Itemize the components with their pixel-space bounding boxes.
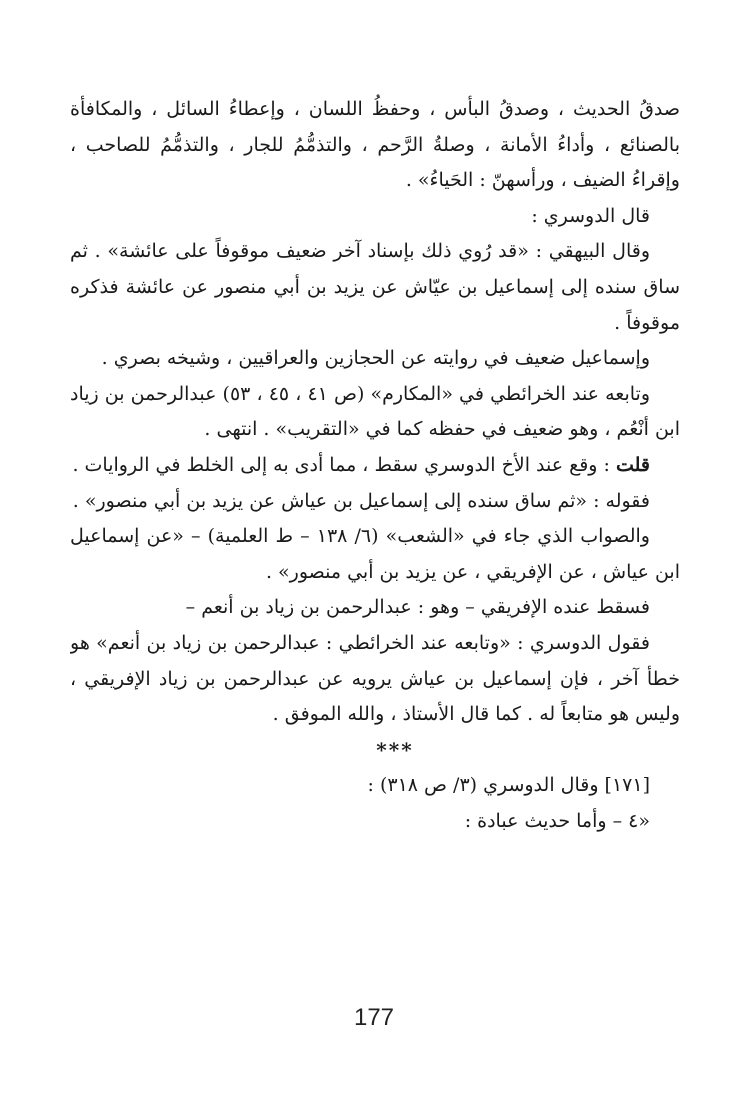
text-line: بالصنائع ، وأداءُ الأمانة ، وصلةُ الرَّحم ، والتذمُّمُ للجار ، والتذمُّمُ للصاحب ، [70, 133, 680, 156]
bold-lead-word: قلت [615, 453, 650, 476]
text-line: وإسماعيل ضعيف في روايته عن الحجازين والعراقيين ، وشيخه بصري . [101, 347, 650, 370]
text-line: وليس هو متابعاً له . كما قال الأستاذ ، والله الموفق . [272, 703, 680, 726]
section-separator: *** [376, 737, 414, 762]
text-line: خطأ آخر ، فإن إسماعيل بن عياش يرويه عن عبدالرحمن بن زياد الإفريقي ، [70, 667, 680, 690]
text-line: والصواب الذي جاء في «الشعب» (٦/ ١٣٨ – ط العلمية) – «عن إسماعيل [70, 525, 650, 548]
text-line: صدقُ الحديث ، وصدقُ البأس ، وحفظُ اللسان ، وإعطاءُ السائل ، والمكافأة [70, 98, 680, 120]
text-line: فقوله : «ثم ساق سنده إلى إسماعيل بن عياش عن يزيد بن أبي منصور» . [72, 489, 650, 512]
text-line: فقول الدوسري : «وتابعه عند الخرائطي : عبدالرحمن بن زياد بن أنعم» هو [70, 631, 650, 654]
text-line: وقال البيهقي : «قد رُوي ذلك بإسناد آخر ضعيف موقوفاً على عائشة» . ثم [70, 240, 650, 263]
text-line: وتابعه عند الخرائطي في «المكارم» (ص ٤١ ، ٤٥ ، ٥٣) عبدالرحمن بن زياد [70, 382, 650, 405]
text-line: [١٧١] وقال الدوسري (٣/ ص ٣١٨) : [367, 774, 650, 797]
text-line: وإقراءُ الضيف ، ورأسهنّ : الحَياءُ» . [405, 169, 680, 192]
text-line: ساق سنده إلى إسماعيل بن عيّاش عن يزيد بن أبي منصور عن عائشة فذكره [70, 275, 680, 298]
page-number: 177 [353, 1004, 395, 1031]
text-line: قلت : وقع عند الأخ الدوسري سقط ، مما أدى به إلى الخلط في الروايات . [72, 453, 650, 476]
text-line: «٤ – وأما حديث عبادة : [464, 809, 650, 832]
text-line: ابن عياش ، عن الإفريقي ، عن يزيد بن أبي منصور» . [265, 560, 680, 583]
page-body [70, 92, 680, 839]
text-line-rest: وقع عند الأخ الدوسري سقط ، مما أدى به إلى الخلط في الروايات . [72, 453, 598, 476]
text-line: ابن أنْعُم ، وهو ضعيف في حفظه كما في «التقريب» . انتهى . [204, 418, 680, 441]
text-line: موقوفاً . [614, 311, 680, 334]
text-line: فسقط عنده الإفريقي – وهو : عبدالرحمن بن زياد بن أنعم – [185, 596, 650, 619]
text-line: قال الدوسري : [531, 204, 650, 227]
